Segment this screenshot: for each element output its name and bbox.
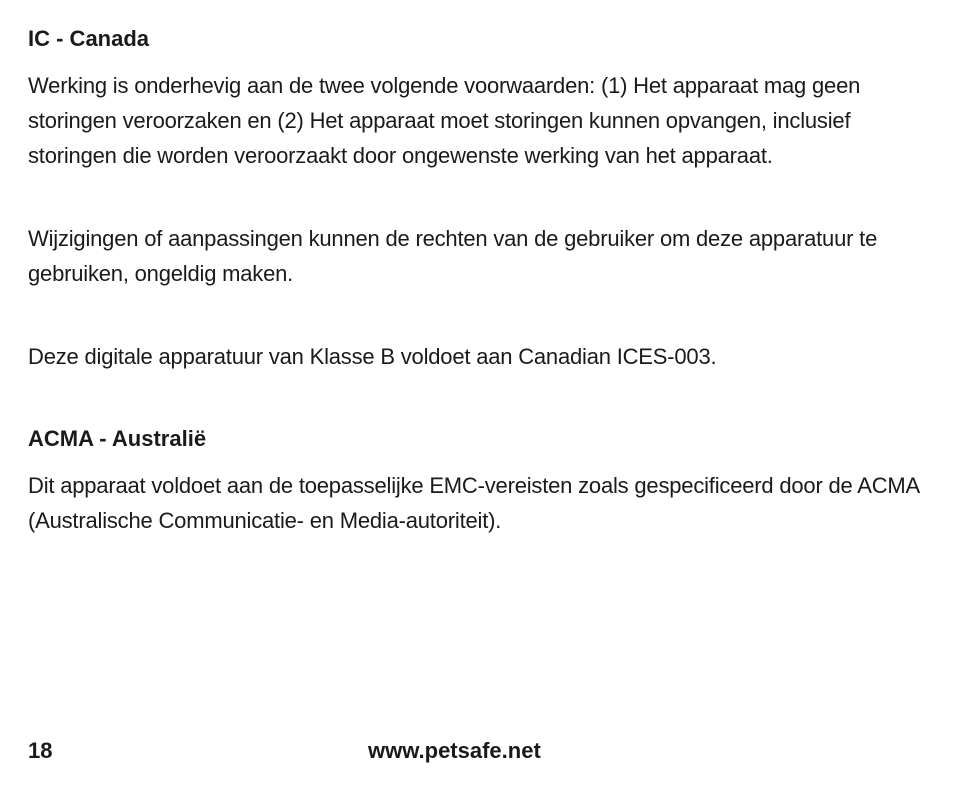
page-number: 18 [28,738,53,763]
paragraph-operation-conditions: Werking is onderhevig aan de twee volgende voorwaarden: (1) Het apparaat mag geen storingen veroorzaken en (2) Het apparaat moet storingen kunnen opvangen, inclusief storingen die worden veroorzaakt door ongewenste werking van het apparaat. [28,73,861,168]
page-content [28,22,928,538]
paragraph-emc-compliance: Dit apparaat voldoet aan de toepasselijke EMC-vereisten zoals gespecificeerd door de ACMA (Australische Communicatie- en Media-autoriteit). [28,473,919,533]
paragraph-ices-compliance: Deze digitale apparatuur van Klasse B voldoet aan Canadian ICES-003. [28,344,717,369]
paragraph-modifications-warning: Wijzigingen of aanpassingen kunnen de rechten van de gebruiker om deze apparatuur te gebruiken, ongeldig maken. [28,226,878,286]
website-link[interactable]: www.petsafe.net [368,738,541,763]
section-title-ic-canada: IC - Canada [28,26,150,51]
section-title-acma-australia: ACMA - Australië [28,426,207,451]
page-footer [28,734,928,768]
